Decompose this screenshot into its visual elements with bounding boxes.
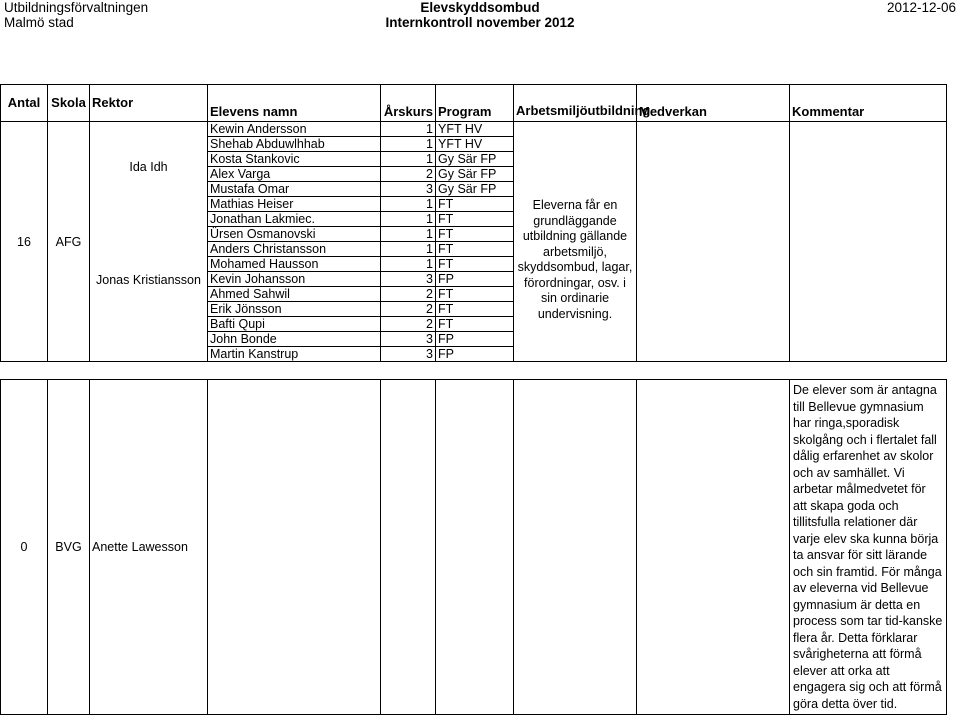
col-skola: Skola bbox=[48, 85, 90, 122]
student-name: Mathias Heiser bbox=[208, 197, 381, 212]
student-program: FT bbox=[436, 317, 514, 332]
student-program: YFT HV bbox=[436, 137, 514, 152]
afg-kommentar bbox=[790, 122, 947, 362]
document-subtitle: Internkontroll november 2012 bbox=[385, 15, 575, 30]
document-title: Elevskyddsombud bbox=[420, 0, 540, 15]
student-year: 1 bbox=[381, 197, 436, 212]
bvg-arbetsmiljo-empty bbox=[514, 380, 637, 715]
bvg-medverkan-empty bbox=[637, 380, 790, 715]
student-year: 3 bbox=[381, 182, 436, 197]
student-year: 3 bbox=[381, 332, 436, 347]
student-name: Mustafa Omar bbox=[208, 182, 381, 197]
header-row bbox=[1, 85, 947, 122]
bvg-arskurs-empty bbox=[381, 380, 436, 715]
student-program: FT bbox=[436, 212, 514, 227]
student-year: 1 bbox=[381, 242, 436, 257]
afg-rektor-2: Jonas Kristiansson bbox=[90, 212, 208, 362]
bvg-antal: 0 bbox=[1, 380, 48, 715]
col-kommentar: Kommentar bbox=[790, 85, 947, 122]
afg-medverkan bbox=[637, 122, 790, 362]
col-medverkan: Medverkan bbox=[637, 85, 790, 122]
student-program: FT bbox=[436, 287, 514, 302]
student-program: Gy Sär FP bbox=[436, 167, 514, 182]
student-program: YFT HV bbox=[436, 122, 514, 137]
student-year: 3 bbox=[381, 272, 436, 287]
afg-skola: AFG bbox=[48, 122, 90, 362]
col-rektor: Rektor bbox=[90, 85, 208, 122]
student-program: Gy Sär FP bbox=[436, 152, 514, 167]
student-year: 1 bbox=[381, 137, 436, 152]
student-name: Erik Jönsson bbox=[208, 302, 381, 317]
student-row bbox=[1, 122, 947, 137]
student-year: 2 bbox=[381, 317, 436, 332]
student-name: Kevin Johansson bbox=[208, 272, 381, 287]
student-year: 2 bbox=[381, 167, 436, 182]
col-program: Program bbox=[436, 85, 514, 122]
student-name: Kosta Stankovic bbox=[208, 152, 381, 167]
document-date: 2012-12-06 bbox=[886, 0, 956, 15]
afg-rektor-1: Ida Idh bbox=[90, 122, 208, 212]
col-elevens-namn: Elevens namn bbox=[208, 85, 381, 122]
student-name: Bafti Qupi bbox=[208, 317, 381, 332]
student-name: Anders Christansson bbox=[208, 242, 381, 257]
city-name: Malmö stad bbox=[4, 15, 74, 30]
col-arskurs: Årskurs bbox=[381, 85, 436, 122]
bvg-row bbox=[1, 380, 947, 715]
student-name: Mohamed Hausson bbox=[208, 257, 381, 272]
bvg-skola: BVG bbox=[48, 380, 90, 715]
student-program: FT bbox=[436, 302, 514, 317]
spacer-cell bbox=[1, 362, 947, 380]
spacer-row bbox=[1, 362, 947, 380]
student-program: FT bbox=[436, 227, 514, 242]
student-program: FP bbox=[436, 347, 514, 362]
student-year: 1 bbox=[381, 152, 436, 167]
student-name: Alex Varga bbox=[208, 167, 381, 182]
student-year: 2 bbox=[381, 287, 436, 302]
student-year: 1 bbox=[381, 212, 436, 227]
student-year: 1 bbox=[381, 227, 436, 242]
student-program: FT bbox=[436, 242, 514, 257]
internal-control-table bbox=[0, 84, 947, 715]
col-antal: Antal bbox=[1, 85, 48, 122]
col-arbetsmiljoutbildning: Arbetsmiljöutbildning bbox=[514, 85, 637, 122]
student-name: Kewin Andersson bbox=[208, 122, 381, 137]
org-name: Utbildningsförvaltningen bbox=[4, 0, 149, 15]
bvg-namn-empty bbox=[208, 380, 381, 715]
student-program: FT bbox=[436, 197, 514, 212]
student-name: John Bonde bbox=[208, 332, 381, 347]
student-name: Ahmed Sahwil bbox=[208, 287, 381, 302]
student-name: Ürsen Osmanovski bbox=[208, 227, 381, 242]
bvg-rektor: Anette Lawesson bbox=[90, 380, 208, 715]
student-name: Jonathan Lakmiec. bbox=[208, 212, 381, 227]
student-program: FT bbox=[436, 257, 514, 272]
student-year: 1 bbox=[381, 122, 436, 137]
afg-antal: 16 bbox=[1, 122, 48, 362]
student-program: FP bbox=[436, 332, 514, 347]
afg-arbetsmiljo: Eleverna får en grundläggande utbildning gällande arbetsmiljö, skyddsombud, lagar, förordningar, osv. i sin ordinarie undervisning. bbox=[514, 122, 637, 362]
student-program: FP bbox=[436, 272, 514, 287]
bvg-program-empty bbox=[436, 380, 514, 715]
student-name: Shehab Abduwlhhab bbox=[208, 137, 381, 152]
student-year: 1 bbox=[381, 257, 436, 272]
bvg-kommentar: De elever som är antagna till Bellevue gymnasium har ringa,sporadisk skolgång och i flertalet fall dålig erfarenhet av skolor och av samhället. Vi arbetar målmedvetet för att skapa goda och tillitsfulla relationer där varje elev ska kunna börja ta ansvar för sitt lärande och sin framtid. För många av eleverna vid Bellevue gymnasium är detta en process som tar tid-kanske flera år. Detta förklarar svårigheterna att förmå elever att orka att engagera sig och att förmå göra detta över tid. bbox=[790, 380, 947, 715]
student-year: 3 bbox=[381, 347, 436, 362]
student-program: Gy Sär FP bbox=[436, 182, 514, 197]
student-name: Martin Kanstrup bbox=[208, 347, 381, 362]
student-year: 2 bbox=[381, 302, 436, 317]
